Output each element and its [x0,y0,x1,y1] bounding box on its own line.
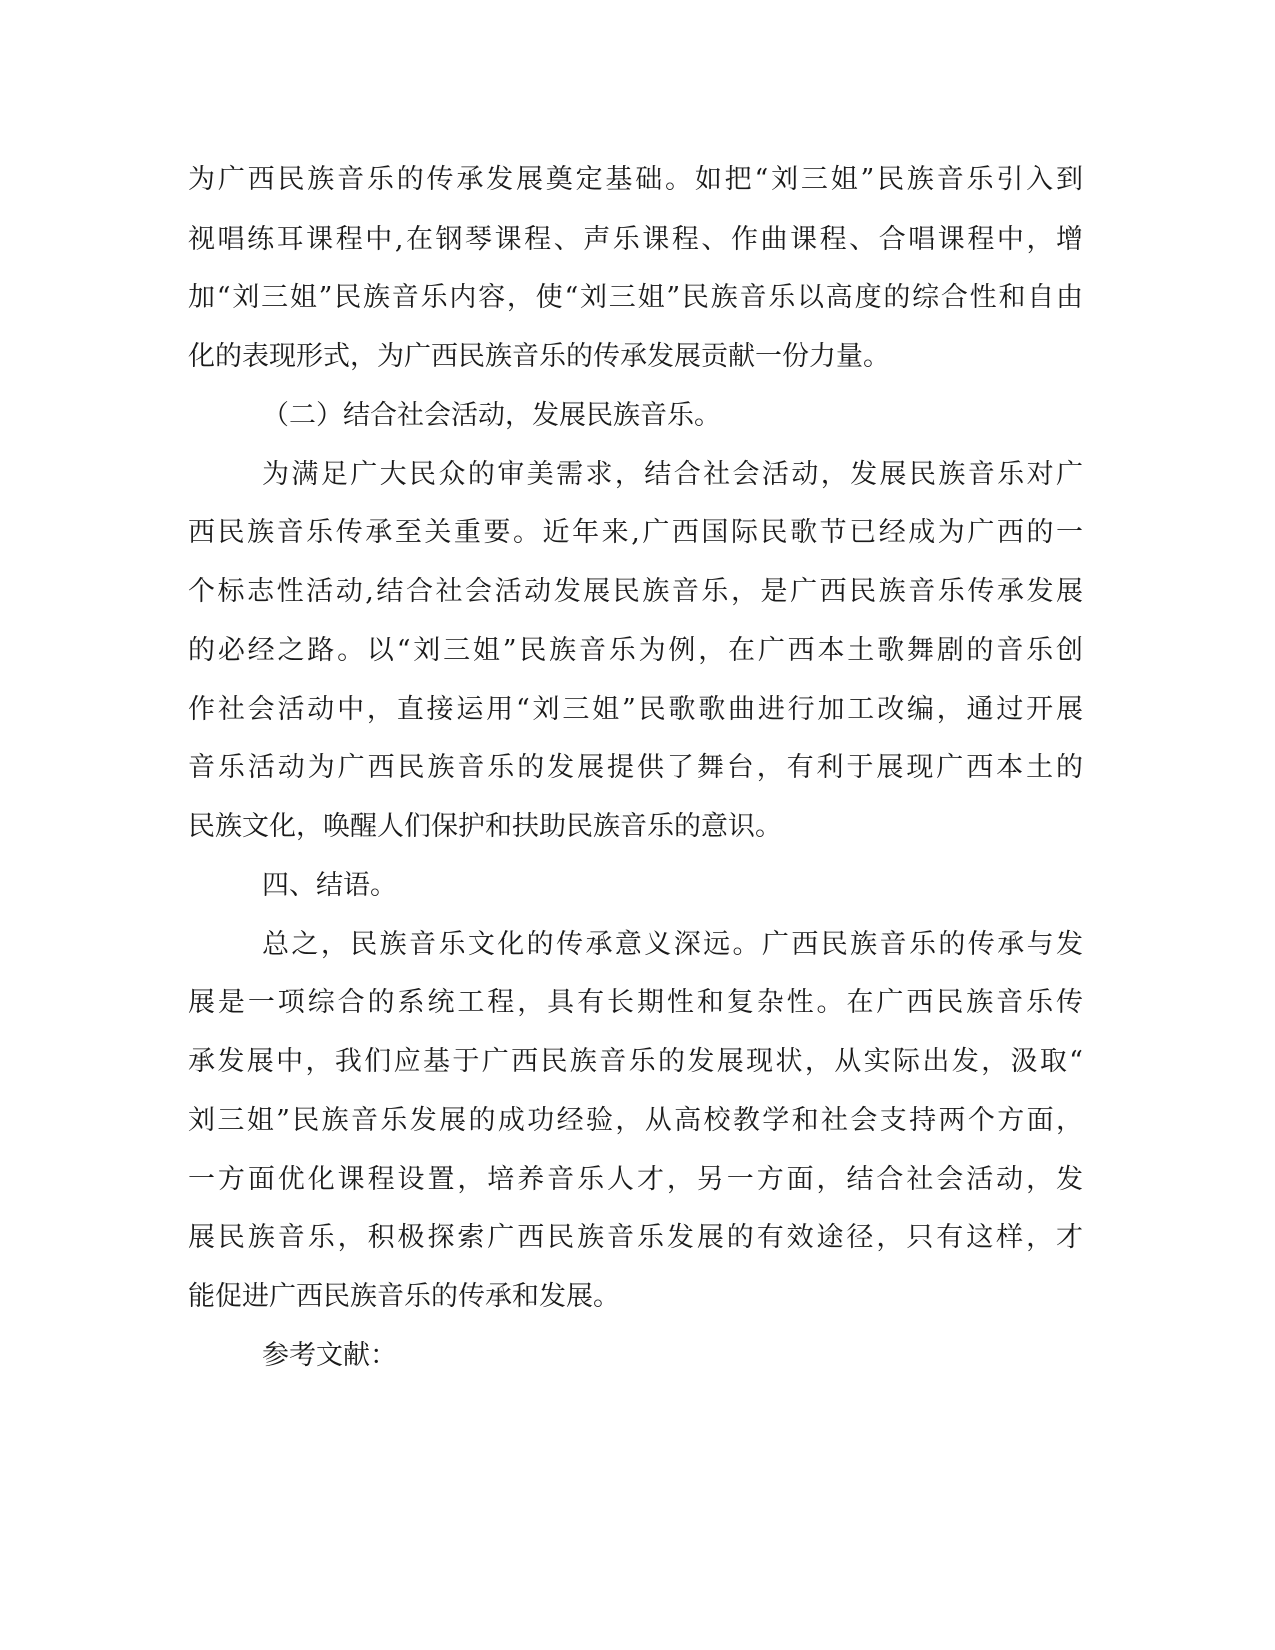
text-line-2: 视唱练耳课程中,在钢琴课程、声乐课程、作曲课程、合唱课程中，增 [188,224,1083,255]
text-line-19: 展民族音乐，积极探索广西民族音乐发展的有效途径，只有这样，才 [188,1222,1083,1253]
text-line-11: 音乐活动为广西民族音乐的发展提供了舞台，有利于展现广西本土的 [188,752,1083,783]
text-line-20: 能促进广西民族音乐的传承和发展。 [188,1281,620,1312]
text-line-3: 加“刘三姐”民族音乐内容，使“刘三姐”民族音乐以高度的综合性和自由 [188,282,1083,313]
text-line-17: 刘三姐”民族音乐发展的成功经验，从高校教学和社会支持两个方面， [188,1105,1083,1136]
text-line-16: 承发展中，我们应基于广西民族音乐的发展现状，从实际出发，汲取“ [188,1046,1083,1077]
section-heading-2: （二）结合社会活动，发展民族音乐。 [262,400,721,431]
text-line-15: 展是一项综合的系统工程，具有长期性和复杂性。在广西民族音乐传 [188,987,1083,1018]
text-line-9: 的必经之路。以“刘三姐”民族音乐为例，在广西本土歌舞剧的音乐创 [188,635,1083,666]
text-line-12: 民族文化，唤醒人们保护和扶助民族音乐的意识。 [188,811,782,842]
text-line-1: 为广西民族音乐的传承发展奠定基础。如把“刘三姐”民族音乐引入到 [188,164,1083,195]
text-line-10: 作社会活动中，直接运用“刘三姐”民歌歌曲进行加工改编，通过开展 [188,694,1083,725]
text-line-7: 西民族音乐传承至关重要。近年来,广西国际民歌节已经成为广西的一 [188,517,1083,548]
text-line-6: 为满足广大民众的审美需求，结合社会活动，发展民族音乐对广 [262,459,1083,490]
references-heading: 参考文献： [262,1340,397,1371]
text-line-4: 化的表现形式，为广西民族音乐的传承发展贡献一份力量。 [188,341,890,372]
text-line-14: 总之，民族音乐文化的传承意义深远。广西民族音乐的传承与发 [262,929,1083,960]
section-heading-4: 四、结语。 [262,870,397,901]
text-line-8: 个标志性活动,结合社会活动发展民族音乐，是广西民族音乐传承发展 [188,576,1083,607]
text-line-18: 一方面优化课程设置，培养音乐人才，另一方面，结合社会活动，发 [188,1164,1083,1195]
